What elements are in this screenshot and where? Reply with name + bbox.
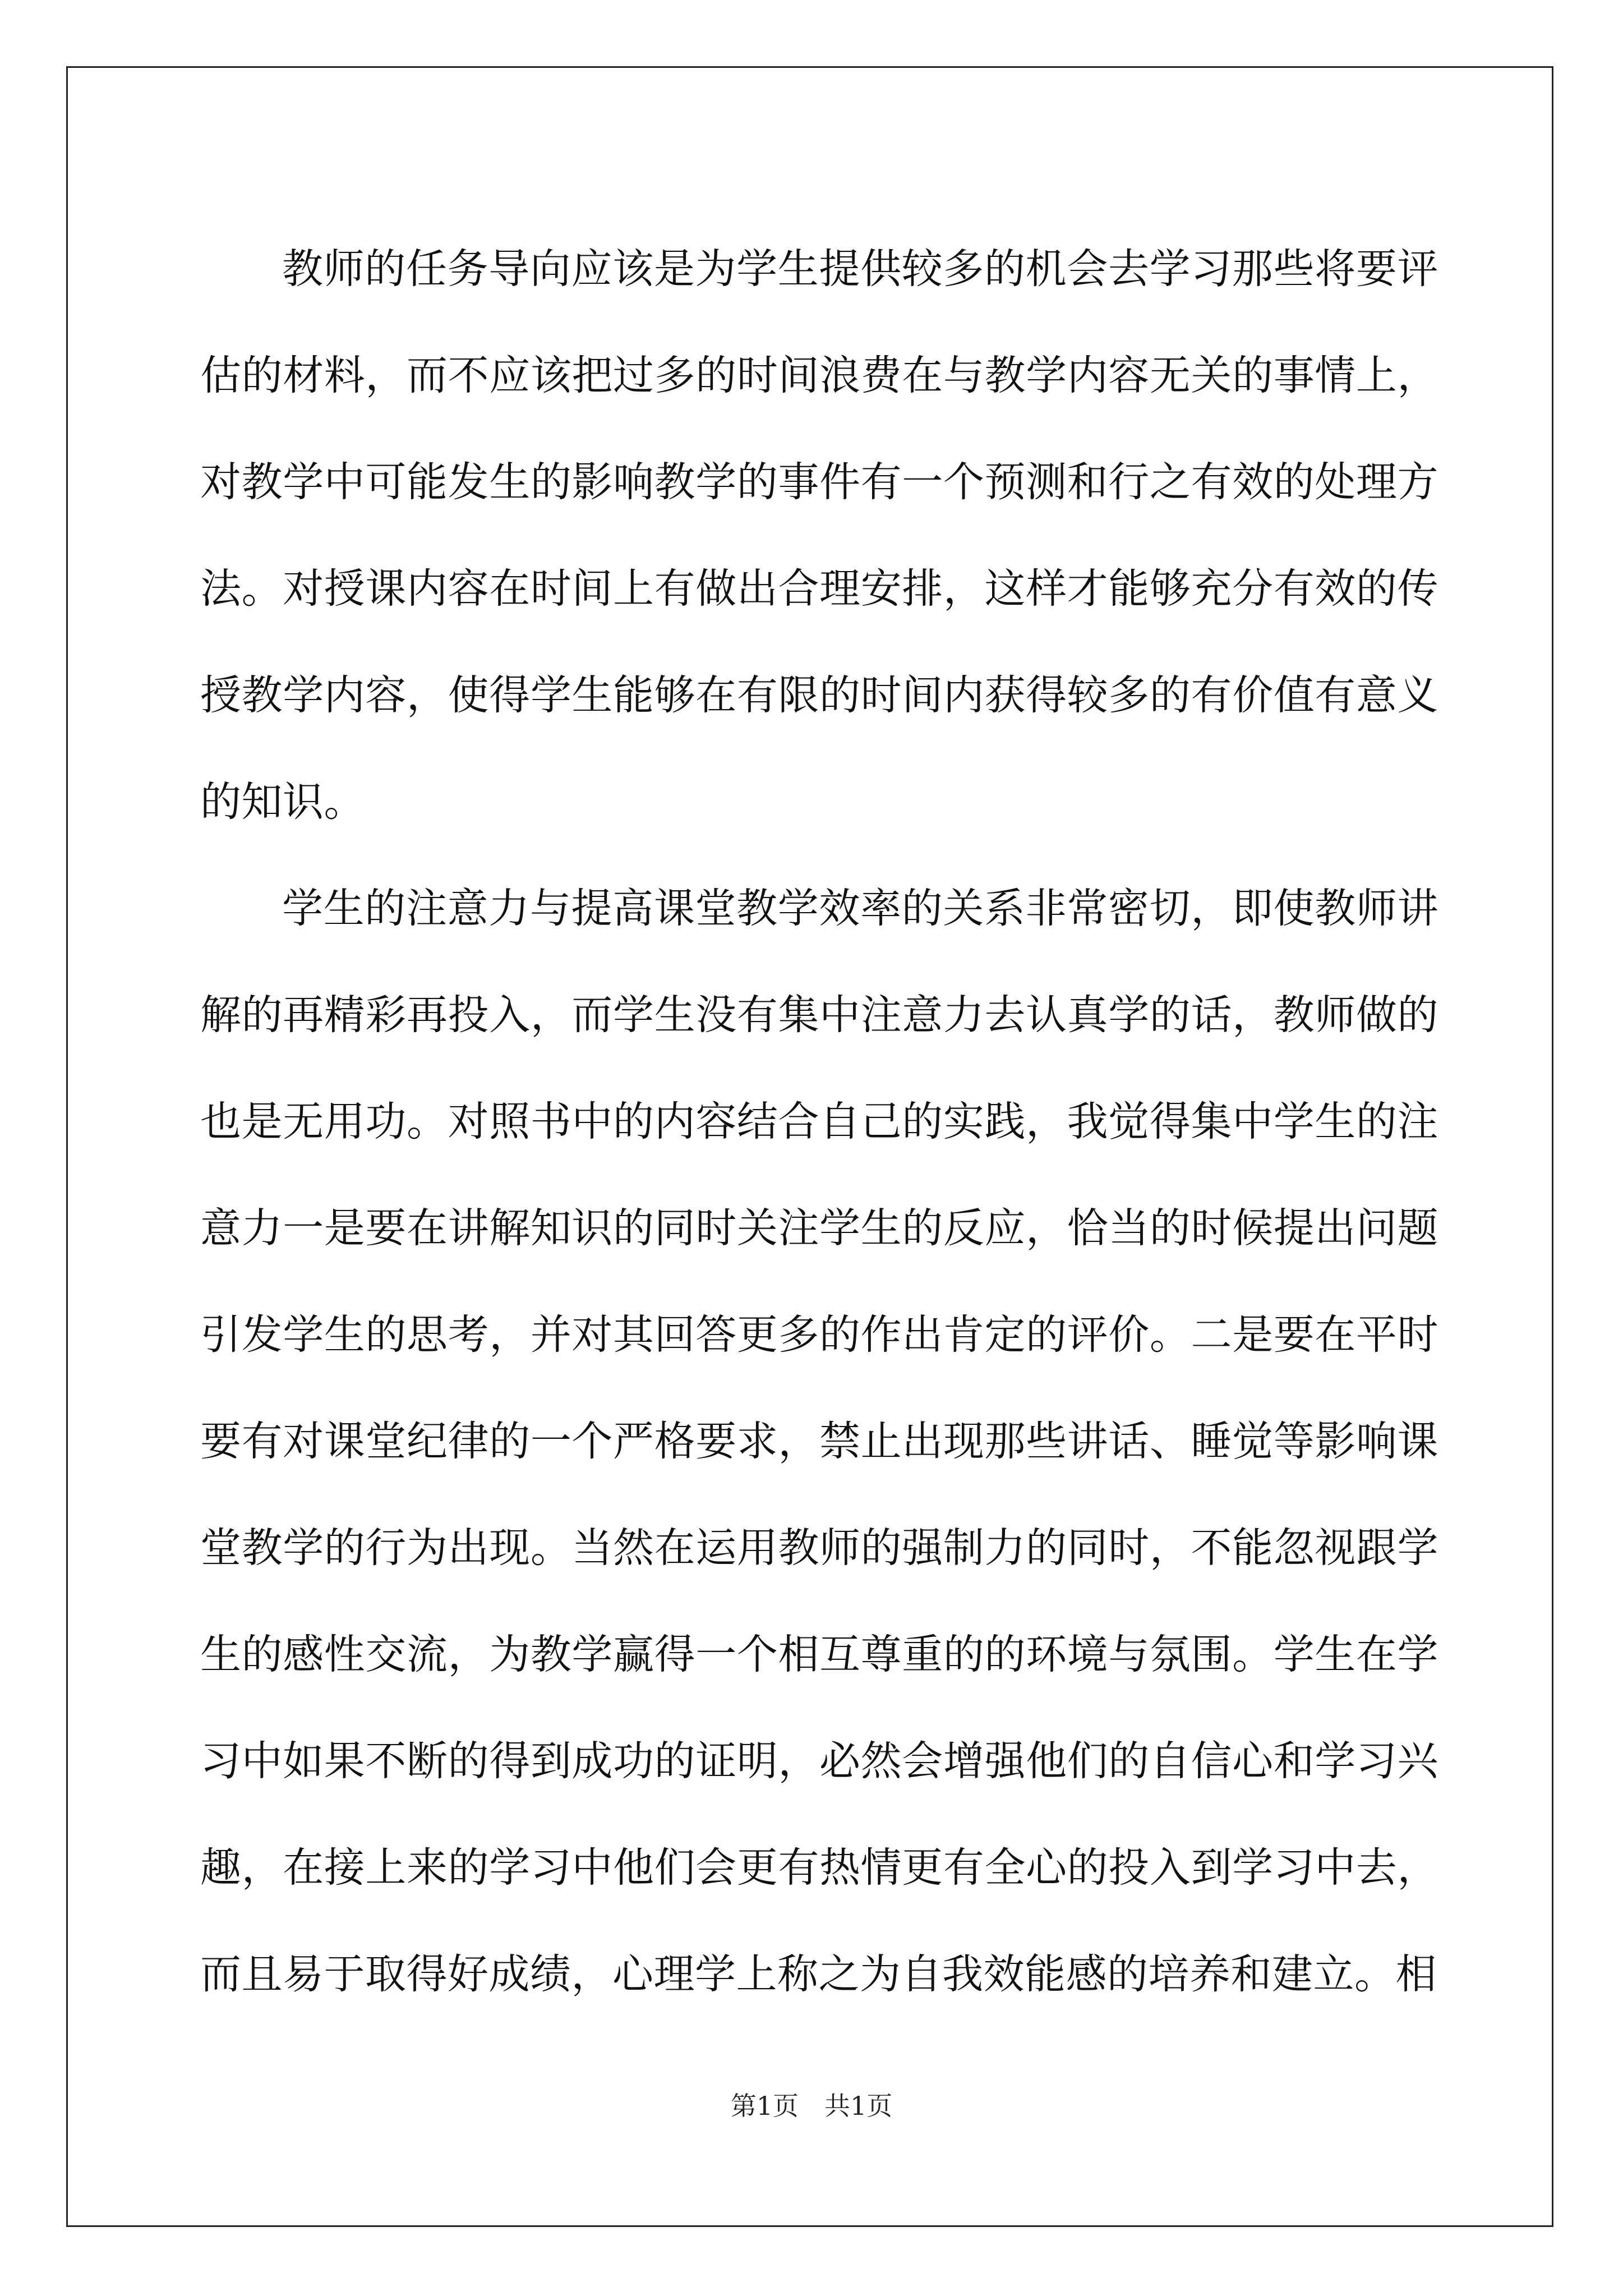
paragraph-1: 教师的任务导向应该是为学生提供较多的机会去学习那些将要评估的材料，而不应该把过多的时间浪费在与教学内容无关的事情上，对教学中可能发生的影响教学的事件有一个预测和行之有效的处理方法。对授课内容在时间上有做出合理安排，这样才能够充分有效的传授教学内容，使得学生能够在有限的时间内获得较多的有价值有意义的知识。 xyxy=(200,245,1438,826)
document-body xyxy=(200,216,1438,2028)
paragraph-2: 学生的注意力与提高课堂教学效率的关系非常密切，即使教师讲解的再精彩再投入，而学生没有集中注意力去认真学的话，教师做的也是无用功。对照书中的内容结合自己的实践，我觉得集中学生的注意力一是要在讲解知识的同时关注学生的反应，恰当的时候提出问题引发学生的思考，并对其回答更多的作出肯定的评价。二是要在平时要有对课堂纪律的一个严格要求，禁止出现那些讲话、睡觉等影响课堂教学的行为出现。当然在运用教师的强制力的同时，不能忽视跟学生的感性交流，为教学赢得一个相互尊重的的环境与氛围。学生在学习中如果不断的得到成功的证明，必然会增强他们的自信心和学习兴趣，在接上来的学习中他们会更有热情更有全心的投入到学习中去，而且易于取得好成绩，心理学上称之为自我效能感的培养和建立。相 xyxy=(200,885,1438,1998)
page-number-footer: 第1页 共1页 xyxy=(730,2091,893,2121)
